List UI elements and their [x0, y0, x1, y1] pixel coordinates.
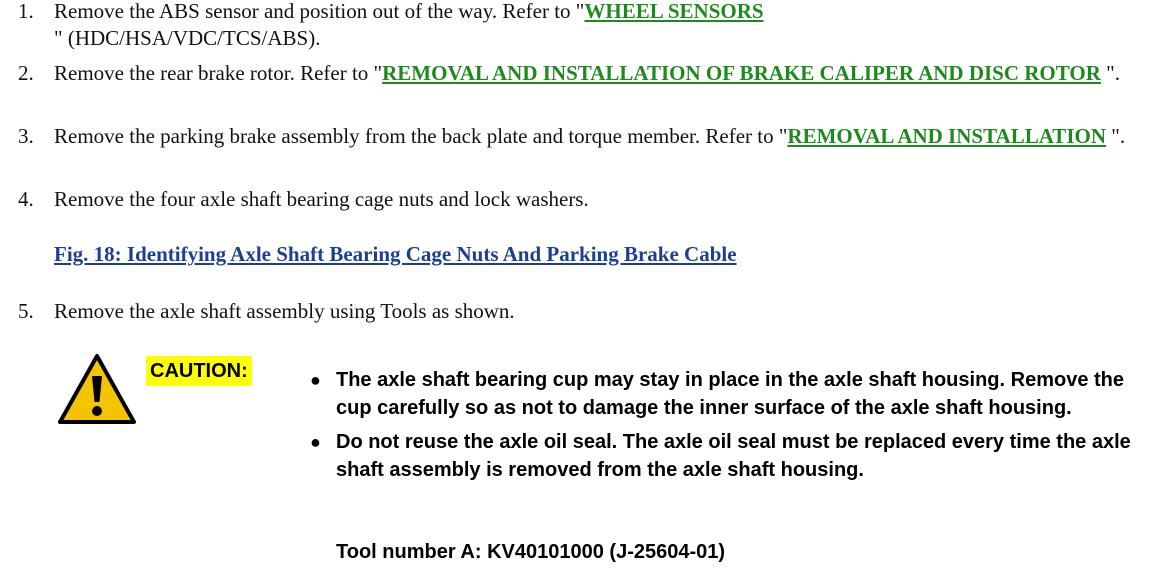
figure-18-link[interactable]: Fig. 18: Identifying Axle Shaft Bearing Cage Nuts And Parking Brake Cable: [54, 242, 737, 266]
step-number: 5.: [18, 299, 34, 323]
warning-triangle-icon: [57, 352, 137, 426]
step-4: [18, 186, 1138, 213]
caution-item-text: The axle shaft bearing cup may stay in place in the axle shaft housing. Remove the cup carefully so as not to damage the inner surface of the axle shaft housing.: [336, 369, 1124, 419]
step-1: [18, 0, 1138, 52]
step-text: [54, 60, 1138, 87]
bullet-dot: ●: [310, 370, 321, 390]
removal-installation-link[interactable]: REMOVAL AND INSTALLATION: [787, 124, 1106, 148]
step-2: [18, 60, 1138, 87]
step-number: 1.: [18, 0, 34, 23]
step-number: 3.: [18, 124, 34, 148]
step-text: Remove the axle shaft assembly using Tools as shown.: [54, 299, 515, 323]
caution-label: CAUTION:: [146, 356, 252, 386]
caution-item: [310, 428, 1150, 484]
brake-caliper-disc-rotor-link[interactable]: REMOVAL AND INSTALLATION OF BRAKE CALIPER AND DISC ROTOR: [382, 61, 1101, 85]
step-text: [54, 0, 1138, 52]
wheel-sensors-link[interactable]: WHEEL SENSORS: [584, 0, 764, 23]
step-text-pre: Remove the ABS sensor and position out of the way. Refer to ": [54, 0, 585, 23]
step-3: [18, 123, 1138, 150]
tool-number: Tool number A: KV40101000 (J-25604-01): [336, 541, 726, 563]
step-number: 4.: [18, 187, 34, 211]
step-text: [54, 123, 1138, 150]
step-text: Remove the four axle shaft bearing cage nuts and lock washers.: [54, 187, 589, 211]
step-text-post: ".: [1106, 124, 1126, 148]
caution-item: [310, 366, 1150, 422]
caution-item-text: Do not reuse the axle oil seal. The axle oil seal must be replaced every time the axle shaft assembly is removed from the axle shaft housing.: [336, 431, 1131, 481]
step-text-post: " (HDC/HSA/VDC/TCS/ABS).: [54, 26, 321, 50]
step-text-pre: Remove the parking brake assembly from the back plate and torque member. Refer to ": [54, 124, 788, 148]
step-5: [18, 298, 1138, 325]
step-text-post: ".: [1100, 61, 1120, 85]
bullet-dot: ●: [310, 432, 321, 452]
caution-list: [310, 366, 1150, 490]
step-number: 2.: [18, 61, 34, 85]
step-text-pre: Remove the rear brake rotor. Refer to ": [54, 61, 383, 85]
